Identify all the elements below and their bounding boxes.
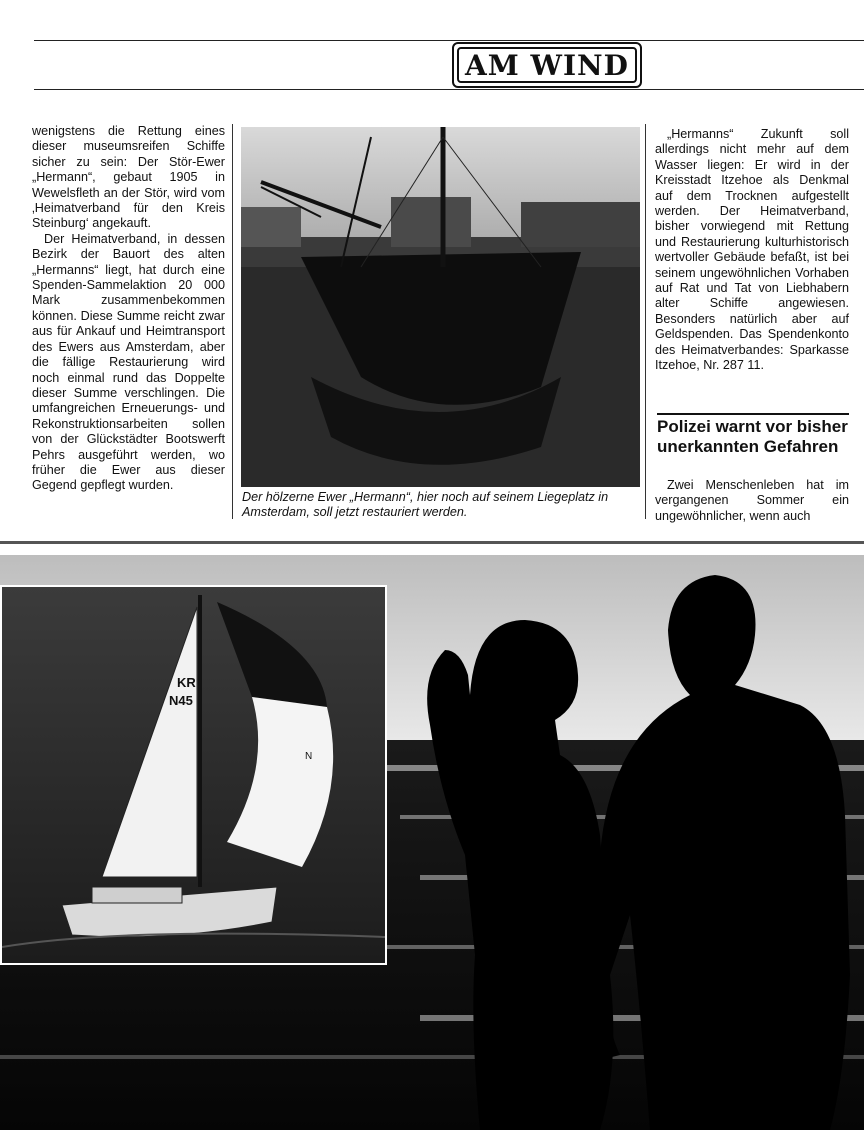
article-paragraph: Der Heimatverband, in dessen Bezirk der Bauort des alten „Hermanns“ liegt, hat durch eine Spenden-Sammelaktion 20 000 Mark zusammenbekommen können. Diese Summe reicht zwar aus für Ankauf und Heimtransport des Ewers aus Amsterdam, aber die fällige Restaurierung wird noch einmal rund das Doppelte dieser Summe verschlingen. Die umfangreichen Erneuerungs- und Rekonstruktionsarbeiten sollen von der Glückstädter Bootswerft Pehrs ausgeführt werden, wo früher die Ewer aus dieser Gegend gepflegt wurden. (32, 231, 225, 493)
sail-number-line1: KR (177, 675, 196, 690)
article-left-column (32, 124, 225, 494)
header-rule-bottom (34, 89, 864, 90)
header-rule-top (34, 40, 864, 41)
spinnaker-mark: N (305, 751, 313, 762)
article-right-column (655, 127, 849, 374)
article-paragraph: wenigstens die Rettung eines dieser museumsreifen Schiffe sicher zu sein: Der Stör-Ewer „Hermann“, gebaut 1905 in Wewelsfleth an der Stör, wird vom ‚Heimatverband für den Kreis Steinburg‘ angekauft. (32, 124, 225, 231)
ewer-photo (241, 127, 640, 487)
sail-number-line2: N45 (169, 693, 193, 708)
section-separator (0, 541, 864, 544)
photo-caption: Der hölzerne Ewer „Hermann“, hier noch auf seinem Liegeplatz in Amsterdam, soll jetzt restauriert werden. (242, 490, 609, 520)
ewer-photo-drawing (241, 127, 640, 487)
news-column (655, 478, 849, 524)
news-paragraph: Zwei Menschenleben hat im vergangenen Sommer ein ungewöhnlicher, wenn auch (655, 478, 849, 523)
column-divider (645, 124, 646, 519)
article-paragraph: „Hermanns“ Zukunft soll allerdings nicht mehr auf dem Wasser liegen: Er wird in der Kreisstadt Itzehoe als Denkmal auf dem Trocknen aufgestellt werden. Der Heimatverband, bisher vorwiegend mit Rettung und Restaurierung kulturhistorisch wertvoller Gebäude befaßt, ist bei seinem ungewöhnlichen Vorhaben auf Rat und Tat von Liebhabern alter Schiffe angewiesen. Besonders natürlich aber auf Geldspenden. Das Spendenkonto des Heimatverbandes: Sparkasse Itzehoe, Nr. 287 11. (655, 127, 849, 373)
sailboat-photo (0, 585, 387, 965)
section-kicker (452, 42, 642, 88)
news-headline: Polizei warnt vor bisher unerkannten Gefahren (657, 413, 849, 457)
column-divider (232, 124, 233, 519)
section-label: AM WIND (457, 47, 637, 83)
sailboat-drawing (2, 587, 385, 963)
